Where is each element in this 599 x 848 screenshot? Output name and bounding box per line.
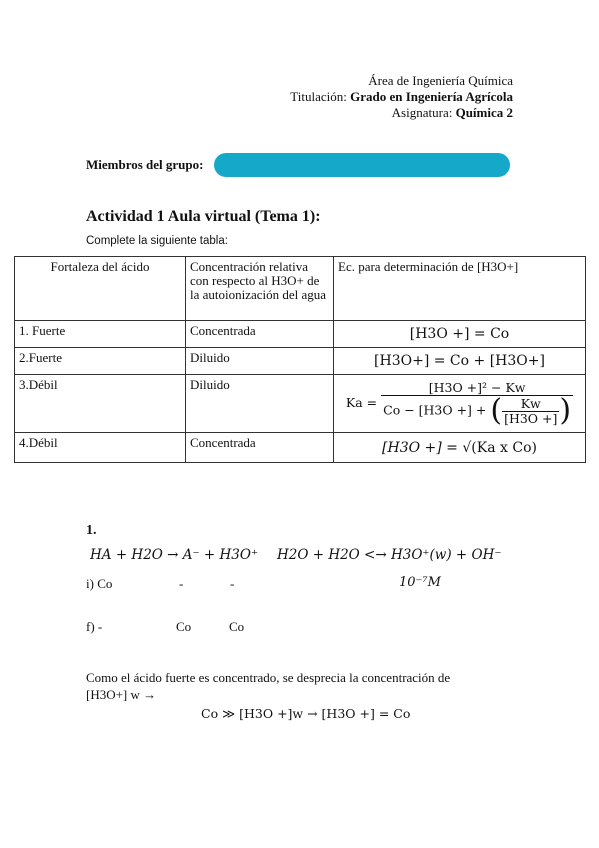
ka-denominator: Co − [H3O +] + ( $\frac{Kw}{[H3O +]}$ ) xyxy=(383,393,572,428)
header-equation: Ec. para determinación de [H3O+] xyxy=(334,257,586,321)
row4-strength: 4.Débil xyxy=(15,433,186,463)
initial-dash-1: - xyxy=(179,576,184,591)
header-concentration: Concentración relativa con respecto al H3O+ de la autoionización del agua xyxy=(186,257,334,321)
ka-fraction xyxy=(381,381,573,426)
row4-eq-lhs: [H3O +] = xyxy=(382,439,463,456)
subject-value: Química 2 xyxy=(455,105,513,120)
initial-dash-2: - xyxy=(230,576,235,591)
subject-label: Asignatura: xyxy=(391,105,456,120)
row4-eq-rhs: √(Ka x Co) xyxy=(462,439,537,456)
degree-value: Grado en Ingeniería Agrícola xyxy=(350,89,513,104)
reaction-water: H2O + H2O <→ H3O⁺(w) + OH⁻ xyxy=(277,547,502,563)
row4-equation xyxy=(334,433,586,463)
row1-strength: 1. Fuerte xyxy=(15,321,186,348)
ka-denominator-a: Co − [H3O +] + xyxy=(383,402,491,418)
table-header-row xyxy=(15,257,586,321)
group-members-label: Miembros del grupo: xyxy=(86,157,204,172)
row3-strength: 3.Débil xyxy=(15,375,186,433)
initial-label: i) Co xyxy=(86,576,113,591)
initial-value: 10⁻⁷M xyxy=(399,575,441,590)
activity-instruction: Complete la siguiente tabla: xyxy=(86,235,228,247)
table-row xyxy=(15,321,586,348)
header-strength: Fortaleza del ácido xyxy=(15,257,186,321)
section-number: 1. xyxy=(86,523,97,538)
ka-numerator: [H3O +]² − Kw xyxy=(381,381,573,396)
degree-line xyxy=(290,89,513,105)
table-row xyxy=(15,375,586,433)
row1-equation: [H3O +] = Co xyxy=(334,321,586,348)
explanation-line-2: [H3O+] w → xyxy=(86,687,157,702)
row3-equation xyxy=(334,375,586,433)
kw-fraction xyxy=(502,397,559,426)
ka-label: Ka = xyxy=(345,395,378,410)
subject-line xyxy=(392,105,513,121)
acid-table xyxy=(14,256,586,463)
kw-numerator: Kw xyxy=(502,397,559,412)
row2-strength: 2.Fuerte xyxy=(15,348,186,375)
redaction-mark xyxy=(214,153,510,177)
kw-denominator: [H3O +] xyxy=(504,410,558,426)
activity-title: Actividad 1 Aula virtual (Tema 1): xyxy=(86,208,321,225)
row3-concentration: Diluido xyxy=(186,375,334,433)
degree-label: Titulación: xyxy=(290,89,351,104)
conclusion-equation: Co ≫ [H3O +]w → [H3O +] = Co xyxy=(201,706,411,721)
final-co-1: Co xyxy=(176,619,192,634)
row2-equation: [H3O+] = Co + [H3O+] xyxy=(334,348,586,375)
row4-concentration: Concentrada xyxy=(186,433,334,463)
row2-concentration: Diluido xyxy=(186,348,334,375)
table-row xyxy=(15,433,586,463)
department-line: Área de Ingeniería Química xyxy=(368,73,513,88)
final-label: f) - xyxy=(86,619,103,634)
reaction-acid: HA + H2O → A⁻ + H3O⁺ xyxy=(90,547,259,563)
explanation-line-1: Como el ácido fuerte es concentrado, se desprecia la concentración de xyxy=(86,670,451,685)
final-co-2: Co xyxy=(229,619,245,634)
row1-concentration: Concentrada xyxy=(186,321,334,348)
table-row xyxy=(15,348,586,375)
